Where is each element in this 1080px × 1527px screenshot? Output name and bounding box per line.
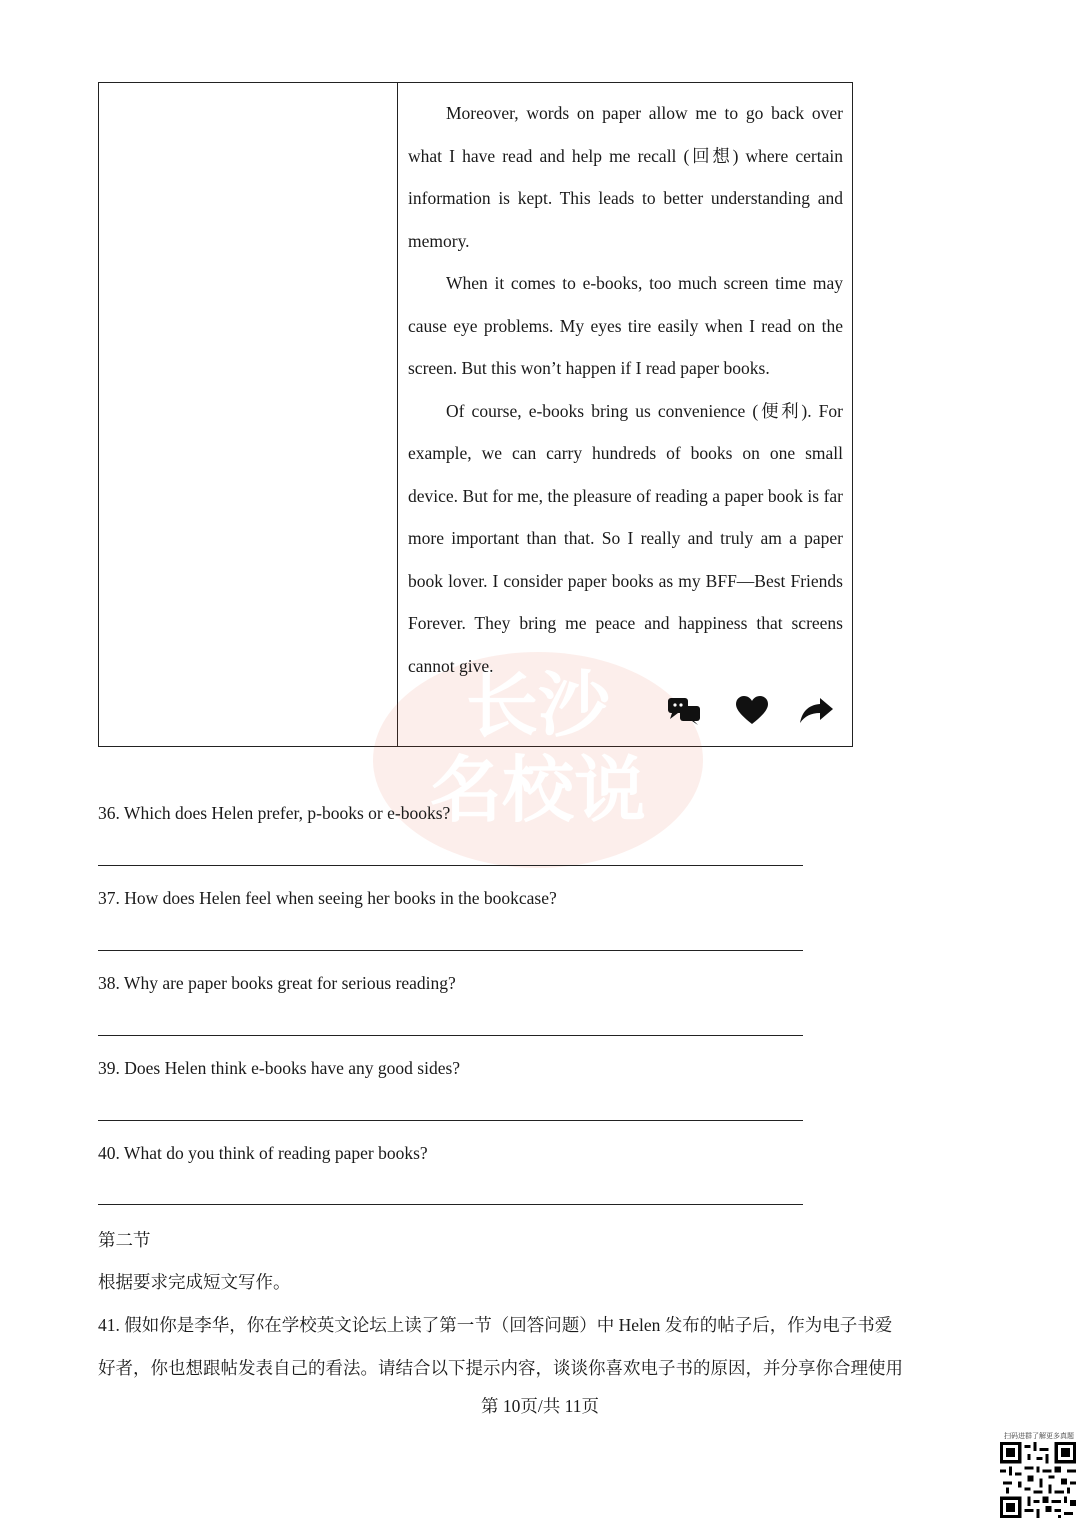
question-38: 38. Why are paper books great for serious reading? [98,973,456,993]
heart-icon[interactable] [734,694,770,726]
post-action-icons [664,694,844,730]
question-40: 40. What do you think of reading paper books? [98,1143,428,1163]
watermark-text-2: 名校说 [429,748,647,832]
answer-line-36[interactable] [98,865,803,866]
qr-caption: 扫码进群了解更多真题 [1004,1432,1074,1440]
section-heading: 第二节 [98,1230,151,1250]
answer-line-39[interactable] [98,1120,803,1121]
answer-line-37[interactable] [98,950,803,951]
page-number: 第 10页/共 11页 [481,1396,599,1416]
qr-code-icon[interactable] [1000,1442,1076,1518]
section-instruction: 根据要求完成短文写作。 [98,1272,291,1292]
share-icon[interactable] [798,694,834,726]
passage-text [408,92,843,687]
passage-paragraph: Of course, e-books bring us convenience (便利). For example, we can carry hundreds of books on one small device. But for me, the pleasure of reading a paper book is far more important than that. So I really and truly am a paper book lover. I consider paper books as my BFF—Best Friends Forever. They bring me peace and happiness that screens cannot give. [408,400,843,676]
table-column-divider [397,83,398,746]
question-36: 36. Which does Helen prefer, p-books or e-books? [98,803,451,823]
watermark-text-1: 长沙 [465,663,611,747]
question-39: 39. Does Helen think e-books have any good sides? [98,1058,461,1078]
chat-icon[interactable] [666,694,702,726]
answer-line-38[interactable] [98,1035,803,1036]
question-37: 37. How does Helen feel when seeing her books in the bookcase? [98,888,557,908]
answer-line-40[interactable] [98,1204,803,1205]
passage-paragraph: Moreover, words on paper allow me to go back over what I have read and help me recall (回想) where certain information is kept. This leads to better understanding and memory. [408,103,843,251]
passage-paragraph: When it comes to e-books, too much screen time may cause eye problems. My eyes tire easily when I read on the screen. But this won’t happen if I read paper books. [408,273,843,378]
writing-prompt-line-2: 好者，你也想跟帖发表自己的看法。请结合以下提示内容，谈谈你喜欢电子书的原因，并分享你合理使用 [98,1358,903,1378]
writing-prompt-line-1: 41. 假如你是李华，你在学校英文论坛上读了第一节（回答问题）中 Helen 发布的帖子后，作为电子书爱 [98,1315,893,1335]
